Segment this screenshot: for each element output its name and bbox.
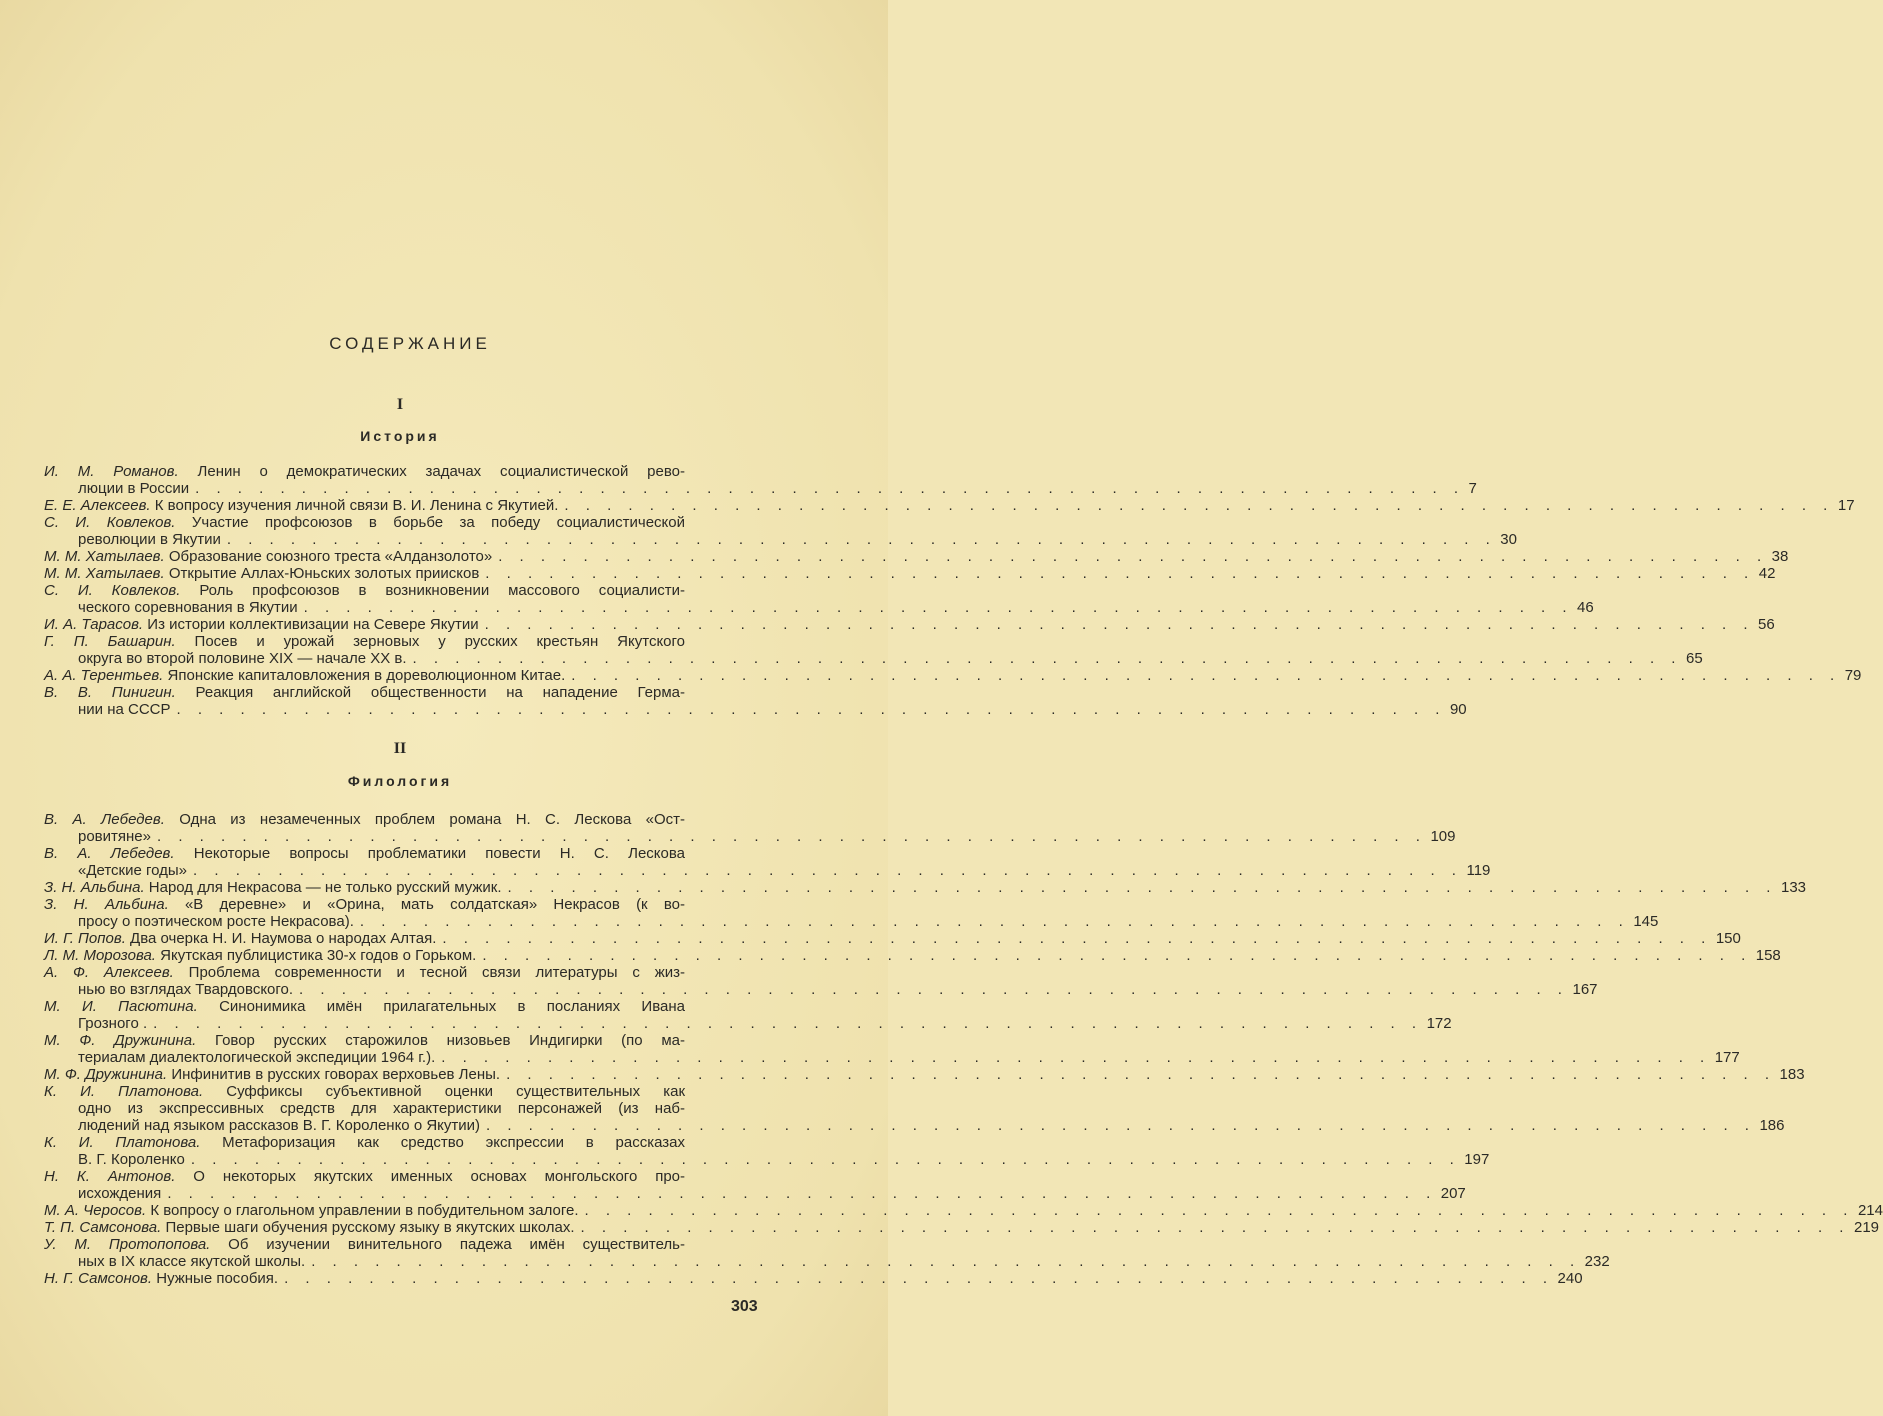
dot-leader: . . . . . . . . . . . . . . . . . . . . . . . . . . . . . . . . . . . . . . . . . . . . . . . . . . . . . . . . . . . . (303, 599, 1574, 616)
toc-entry-text (78, 1100, 685, 1117)
toc-entry-text (78, 1151, 185, 1168)
toc-entry (44, 497, 1855, 514)
toc-entry-line (44, 565, 1776, 582)
toc-author: М. И. Пасютина. (44, 998, 198, 1015)
toc-title: Суффиксы субъективной оценки существительных как (226, 1083, 686, 1100)
section-number: I (396, 396, 404, 413)
toc-entry-text (78, 480, 189, 497)
toc-entry (44, 1134, 1490, 1168)
toc-entry-text (78, 650, 407, 667)
toc-author: И. А. Тарасов. (44, 616, 144, 633)
toc-page-number: 183 (1779, 1066, 1805, 1083)
dot-leader: . . . . . . . . . . . . . . . . . . . . . . . . . . . . . . . . . . . . . . . . . . . . . . . . . . . . . . . . . . . . (157, 828, 1427, 845)
toc-entry-text (44, 811, 685, 828)
toc-entry-text (44, 1083, 685, 1100)
toc-title: Одна из незамеченных проблем романа Н. С. Лескова «Ост- (179, 811, 686, 828)
dot-leader: . . . . . . . . . . . . . . . . . . . . . . . . . . . . . . . . . . . . . . . . . . . . . . . . . . . . . . . . . . . . (486, 1117, 1756, 1134)
toc-page-number: 90 (1449, 701, 1467, 718)
dot-leader: . . . . . . . . . . . . . . . . . . . . . . . . . . . . . . . . . . . . . . . . . . . . . . . . . . . . . . . . . . . . (485, 565, 1755, 582)
toc-entry (44, 684, 1467, 718)
toc-title: Первые шаги обучения русскому языку в якутских школах. (165, 1219, 575, 1236)
dot-leader: . . . . . . . . . . . . . . . . . . . . . . . . . . . . . . . . . . . . . . . . . . . . . . . . . . . . . . . . . . . . (484, 616, 1755, 633)
toc-entry-line (44, 896, 685, 913)
toc-entry-line (44, 701, 1467, 718)
toc-entry-line (44, 1015, 1452, 1032)
toc-author: И. Г. Попов. (44, 930, 126, 947)
toc-entry-line (44, 1202, 1883, 1219)
toc-title: Якутская публицистика 30-х годов о Горьком. (160, 947, 477, 964)
toc-page-number: 158 (1755, 947, 1781, 964)
toc-entry-line (44, 599, 1594, 616)
toc-entry-text (44, 633, 685, 650)
toc-page-number: 7 (1468, 480, 1477, 497)
toc-entry-text (44, 565, 479, 582)
toc-title: одно из экспрессивных средств для характеристики персонажей (из наб- (78, 1100, 685, 1117)
toc-entry-text (78, 913, 354, 930)
toc-entry-text (44, 1270, 278, 1287)
toc-page-number: 197 (1464, 1151, 1490, 1168)
dot-leader: . . . . . . . . . . . . . . . . . . . . . . . . . . . . . . . . . . . . . . . . . . . . . . . . . . . . . . . . . . . . (195, 480, 1465, 497)
toc-entry-line (44, 480, 1477, 497)
toc-entry-line (44, 616, 1775, 633)
toc-entry-text (44, 947, 476, 964)
toc-title: «Детские годы» (78, 862, 188, 879)
toc-entry-text (44, 616, 479, 633)
toc-title: К вопросу изучения личной связи В. И. Ленина с Якутией. (154, 497, 559, 514)
section-number: II (393, 740, 407, 757)
dot-leader: . . . . . . . . . . . . . . . . . . . . . . . . . . . . . . . . . . . . . . . . . . . . . . . . . . . . . . . . . . . . (284, 1270, 1554, 1287)
toc-title: «В деревне» и «Орина, мать солдатская» Некрасов (к во- (184, 896, 685, 913)
toc-entry-line (44, 1270, 1583, 1287)
dot-leader: . . . . . . . . . . . . . . . . . . . . . . . . . . . . . . . . . . . . . . . . . . . . . . . . . . . . . . . . . . . . (167, 1185, 1437, 1202)
toc-entry-line (44, 1134, 685, 1151)
toc-author: З. Н. Альбина. (44, 896, 169, 913)
toc-author: Г. П. Башарин. (44, 633, 176, 650)
toc-entry (44, 998, 1452, 1032)
toc-entry (44, 930, 1741, 947)
toc-title: Роль профсоюзов в возникновении массового социалисти- (199, 582, 685, 599)
toc-entry-line (44, 1253, 1610, 1270)
toc-entry-text (44, 896, 685, 913)
toc-title: людений над языком рассказов В. Г. Короленко о Якутии) (78, 1117, 481, 1134)
toc-entry-text (44, 1032, 685, 1049)
dot-leader: . . . . . . . . . . . . . . . . . . . . . . . . . . . . . . . . . . . . . . . . . . . . . . . . . . . . . . . . . . . . (442, 930, 1712, 947)
toc-entry-line (44, 463, 685, 480)
dot-leader: . . . . . . . . . . . . . . . . . . . . . . . . . . . . . . . . . . . . . . . . . . . . . . . . . . . . . . . . . . . . (507, 879, 1777, 896)
toc-author: У. М. Протопопова. (44, 1236, 211, 1253)
toc-author: А. Ф. Алексеев. (44, 964, 174, 981)
toc-entry-line (44, 497, 1855, 514)
toc-title: О некоторых якутских именных основах монгольского про- (193, 1168, 686, 1185)
toc-entry-text (44, 930, 436, 947)
toc-title: ровитяне» (78, 828, 151, 845)
toc-entry-line (44, 811, 685, 828)
toc-entry (44, 1202, 1883, 1219)
toc-entry (44, 616, 1775, 633)
section-title: Филология (347, 773, 453, 789)
toc-entry-line (44, 1032, 685, 1049)
dot-leader: . . . . . . . . . . . . . . . . . . . . . . . . . . . . . . . . . . . . . . . . . . . . . . . . . . . . . . . . . . . . (506, 1066, 1776, 1083)
toc-entry (44, 548, 1789, 565)
toc-entry-line (44, 913, 1659, 930)
toc-entry-text (44, 845, 685, 862)
dot-leader: . . . . . . . . . . . . . . . . . . . . . . . . . . . . . . . . . . . . . . . . . . . . . . . . . . . . . . . . . . . . (299, 981, 1569, 998)
toc-entry-line (44, 650, 1703, 667)
toc-entry-text (44, 1066, 500, 1083)
toc-entry (44, 947, 1781, 964)
page-number: 303 (731, 1298, 758, 1315)
toc-entry-line (44, 667, 1862, 684)
toc-title: Реакция английской общественности на нападение Герма- (195, 684, 685, 701)
toc-author: Н. Г. Самсонов. (44, 1270, 153, 1287)
toc-author: К. И. Платонова. (44, 1134, 201, 1151)
toc-entry-text (44, 667, 565, 684)
toc-author: Л. М. Морозова. (44, 947, 156, 964)
toc-author: Н. К. Антонов. (44, 1168, 176, 1185)
toc-title: Открытие Аллах-Юньских золотых приисков (168, 565, 480, 582)
toc-entry (44, 811, 1456, 845)
toc-entry-line (44, 1185, 1466, 1202)
toc-entry (44, 633, 1703, 667)
dot-leader: . . . . . . . . . . . . . . . . . . . . . . . . . . . . . . . . . . . . . . . . . . . . . . . . . . . . . . . . . . . . (190, 1151, 1461, 1168)
toc-title: ных в IX классе якутской школы. (78, 1253, 306, 1270)
toc-title: Синонимика имён прилагательных в посланиях Ивана (219, 998, 685, 1015)
toc-entry-text (78, 599, 298, 616)
toc-entry-text (78, 1117, 480, 1134)
toc-author: З. Н. Альбина. (44, 879, 145, 896)
dot-leader: . . . . . . . . . . . . . . . . . . . . . . . . . . . . . . . . . . . . . . . . . . . . . . . . . . . . . . . . . . . . (441, 1049, 1711, 1066)
toc-author: М. Ф. Дружинина. (44, 1032, 197, 1049)
toc-entry-line (44, 964, 685, 981)
toc-page-number: 219 (1853, 1219, 1880, 1236)
toc-title: Нужные пособия. (156, 1270, 279, 1287)
toc-entry-text (78, 701, 171, 718)
toc-entry-text (44, 1134, 685, 1151)
toc-entry-line (44, 828, 1456, 845)
toc-entry-text (44, 879, 502, 896)
toc-page-number: 214 (1857, 1202, 1883, 1219)
toc-author: М. М. Хатылаев. (44, 565, 165, 582)
toc-entry-text (78, 1049, 435, 1066)
dot-leader: . . . . . . . . . . . . . . . . . . . . . . . . . . . . . . . . . . . . . . . . . . . . . . . . . . . . . . . . . . . . (193, 862, 1463, 879)
toc-title: округа во второй половине XIX — начале XX в. (78, 650, 407, 667)
toc-author: В. А. Лебедев. (44, 811, 165, 828)
toc-page-number: 56 (1758, 616, 1775, 633)
toc-entry-text (44, 463, 685, 480)
toc-title: Ленин о демократических задачах социалистической рево- (197, 463, 686, 480)
toc-author: Е. Е. Алексеев. (44, 497, 151, 514)
toc-author: И. М. Романов. (44, 463, 179, 480)
toc-title: Из истории коллективизации на Севере Якутии (147, 616, 479, 633)
toc-title: нии на СССР (78, 701, 171, 718)
toc-page-number: 42 (1758, 565, 1776, 582)
toc-title: Японские капиталовложения в дореволюционном Китае. (167, 667, 566, 684)
toc-entry-line (44, 947, 1781, 964)
toc-page-number: 109 (1430, 828, 1456, 845)
toc-entry-text (78, 1253, 305, 1270)
toc-author: А. А. Терентьев. (44, 667, 164, 684)
dot-leader: . . . . . . . . . . . . . . . . . . . . . . . . . . . . . . . . . . . . . . . . . . . . . . . . . . . . . . . . . . . . (498, 548, 1768, 565)
toc-page-number: 172 (1426, 1015, 1452, 1032)
toc-title: Проблема современности и тесной связи литературы с жиз- (188, 964, 685, 981)
toc-entry-line (44, 514, 685, 531)
toc-entry (44, 1032, 1740, 1066)
toc-entry-text (44, 548, 492, 565)
dot-leader: . . . . . . . . . . . . . . . . . . . . . . . . . . . . . . . . . . . . . . . . . . . . . . . . . . . . . . . . . . . . (564, 497, 1834, 514)
toc-entry-line (44, 981, 1598, 998)
toc-title: Грозного . (78, 1015, 148, 1032)
toc-entry-text (44, 1202, 579, 1219)
toc-author: Т. П. Самсонова. (44, 1219, 162, 1236)
toc-title: Участие профсоюзов в борьбе за победу социалистической (191, 514, 685, 531)
toc-title: Говор русских старожилов низовьев Индигирки (по ма- (214, 1032, 685, 1049)
toc-entry (44, 514, 1517, 548)
toc-title: Образование союзного треста «Алданзолото» (168, 548, 493, 565)
toc-title: Народ для Некрасова — не только русский мужик. (148, 879, 502, 896)
toc-page-number: 46 (1577, 599, 1594, 616)
toc-entry-text (78, 981, 293, 998)
toc-entry-line (44, 684, 685, 701)
toc-entry-line (44, 1083, 685, 1100)
toc-entry (44, 896, 1659, 930)
toc-title: К вопросу о глагольном управлении в побудительном залоге. (150, 1202, 579, 1219)
toc-entry-text (78, 828, 151, 845)
toc-author: М. М. Хатылаев. (44, 548, 165, 565)
toc-entry-text (44, 684, 685, 701)
toc-title: исхождения (78, 1185, 162, 1202)
dot-leader: . . . . . . . . . . . . . . . . . . . . . . . . . . . . . . . . . . . . . . . . . . . . . . . . . . . . . . . . . . . . (571, 667, 1841, 684)
dot-leader: . . . . . . . . . . . . . . . . . . . . . . . . . . . . . . . . . . . . . . . . . . . . . . . . . . . . . . . . . . . . (580, 1219, 1850, 1236)
page-title: СОДЕРЖАНИЕ (329, 334, 491, 353)
toc-page-number: 177 (1714, 1049, 1740, 1066)
toc-entry (44, 1236, 1610, 1270)
toc-page-number: 38 (1771, 548, 1789, 565)
toc-entry-text (44, 1219, 575, 1236)
toc-title: териалам диалектологической экспедиции 1964 г.). (78, 1049, 436, 1066)
dot-leader: . . . . . . . . . . . . . . . . . . . . . . . . . . . . . . . . . . . . . . . . . . . . . . . . . . . . . . . . . . . . (311, 1253, 1581, 1270)
toc-title: люции в России (78, 480, 190, 497)
toc-section-history (44, 463, 1862, 718)
toc-page-number: 207 (1440, 1185, 1466, 1202)
toc-entry-line (44, 845, 685, 862)
toc-entry-text (44, 998, 685, 1015)
toc-entry (44, 463, 1477, 497)
toc-entry-text (44, 1236, 685, 1253)
toc-title: Инфинитив в русских говорах верховьев Лены. (171, 1066, 501, 1083)
toc-entry (44, 1066, 1805, 1083)
toc-author: В. В. Пинигин. (44, 684, 176, 701)
section-title: История (360, 428, 440, 444)
toc-entry (44, 879, 1807, 896)
toc-page-number: 186 (1759, 1117, 1785, 1134)
toc-author: М. А. Черосов. (44, 1202, 147, 1219)
toc-entry-text (44, 1168, 685, 1185)
toc-entry-line (44, 1151, 1490, 1168)
toc-author: С. И. Ковлеков. (44, 582, 181, 599)
toc-entry-line (44, 1117, 1785, 1134)
toc-entry (44, 964, 1598, 998)
toc-page-number: 133 (1780, 879, 1807, 896)
toc-entry (44, 1270, 1583, 1287)
toc-entry-text (44, 964, 685, 981)
toc-entry-line (44, 633, 685, 650)
toc-entry (44, 565, 1776, 582)
toc-entry (44, 582, 1594, 616)
toc-entry-text (44, 582, 685, 599)
toc-page-number: 240 (1557, 1270, 1583, 1287)
toc-title: Метафоризация как средство экспрессии в рассказах (222, 1134, 686, 1151)
toc-entry-line (44, 998, 685, 1015)
toc-entry-text (78, 531, 221, 548)
toc-entry-line (44, 1066, 1805, 1083)
dot-leader: . . . . . . . . . . . . . . . . . . . . . . . . . . . . . . . . . . . . . . . . . . . . . . . . . . . . . . . . . . . . (482, 947, 1752, 964)
toc-entry-text (78, 1015, 147, 1032)
dot-leader: . . . . . . . . . . . . . . . . . . . . . . . . . . . . . . . . . . . . . . . . . . . . . . . . . . . . . . . . . . . . (584, 1202, 1854, 1219)
toc-title: Об изучении винительного падежа имён существитель- (228, 1236, 685, 1253)
toc-author: В. А. Лебедев. (44, 845, 175, 862)
dot-leader: . . . . . . . . . . . . . . . . . . . . . . . . . . . . . . . . . . . . . . . . . . . . . . . . . . . . . . . . . . . . (176, 701, 1446, 718)
toc-author: С. И. Ковлеков. (44, 514, 176, 531)
toc-entry-line (44, 879, 1807, 896)
dot-leader: . . . . . . . . . . . . . . . . . . . . . . . . . . . . . . . . . . . . . . . . . . . . . . . . . . . . . . . . . . . . (153, 1015, 1423, 1032)
toc-page-number: 30 (1500, 531, 1517, 548)
toc-title: Некоторые вопросы проблематики повести Н. С. Лескова (193, 845, 686, 862)
toc-entry-line (44, 930, 1741, 947)
toc-title: ческого соревнования в Якутии (78, 599, 298, 616)
toc-entry-line (44, 1236, 685, 1253)
toc-page-number: 79 (1844, 667, 1862, 684)
toc-entry (44, 845, 1491, 879)
toc-entry-line (44, 531, 1517, 548)
dot-leader: . . . . . . . . . . . . . . . . . . . . . . . . . . . . . . . . . . . . . . . . . . . . . . . . . . . . . . . . . . . . (359, 913, 1630, 930)
toc-entry-line (44, 1100, 685, 1117)
dot-leader: . . . . . . . . . . . . . . . . . . . . . . . . . . . . . . . . . . . . . . . . . . . . . . . . . . . . . . . . . . . . (226, 531, 1497, 548)
toc-entry-line (44, 862, 1491, 879)
dot-leader: . . . . . . . . . . . . . . . . . . . . . . . . . . . . . . . . . . . . . . . . . . . . . . . . . . . . . . . . . . . . (412, 650, 1682, 667)
toc-author: К. И. Платонова. (44, 1083, 204, 1100)
toc-page-number: 145 (1633, 913, 1659, 930)
toc-page-number: 17 (1837, 497, 1855, 514)
toc-entry (44, 1219, 1880, 1236)
toc-page-number: 232 (1584, 1253, 1610, 1270)
toc-entry-text (44, 514, 685, 531)
toc-title: Два очерка Н. И. Наумова о народах Алтая. (130, 930, 437, 947)
toc-title: Посев и урожай зерновых у русских крестьян Якутского (194, 633, 686, 650)
toc-entry (44, 667, 1862, 684)
toc-entry-line (44, 548, 1789, 565)
toc-entry-line (44, 1168, 685, 1185)
toc-title: революции в Якутии (78, 531, 221, 548)
toc-author: М. Ф. Дружинина. (44, 1066, 168, 1083)
toc-entry-text (44, 497, 558, 514)
toc-entry-text (78, 862, 187, 879)
toc-page-number: 150 (1715, 930, 1741, 947)
toc-entry-text (78, 1185, 161, 1202)
toc-entry-line (44, 1049, 1740, 1066)
toc-entry (44, 1083, 1785, 1134)
toc-title: нью во взглядах Твардовского. (78, 981, 294, 998)
toc-entry (44, 1168, 1466, 1202)
toc-page-number: 167 (1572, 981, 1598, 998)
toc-title: В. Г. Короленко (78, 1151, 185, 1168)
toc-page-number: 65 (1685, 650, 1703, 667)
toc-entry-line (44, 582, 685, 599)
toc-entry-line (44, 1219, 1880, 1236)
toc-section-philology (44, 811, 1883, 1287)
toc-title: просу о поэтическом росте Некрасова). (78, 913, 354, 930)
toc-page-number: 119 (1466, 862, 1491, 879)
